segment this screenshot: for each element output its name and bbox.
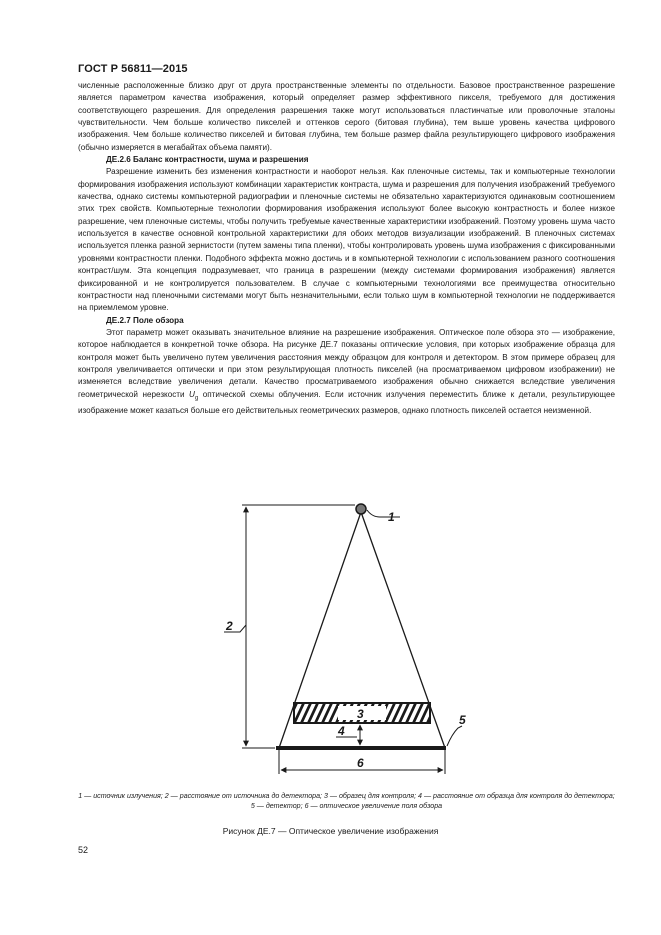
label-4: 4 xyxy=(338,724,345,738)
label-1: 1 xyxy=(388,510,395,524)
legend-item: 3 — образец для контроля; xyxy=(324,792,417,800)
figure-legend xyxy=(78,791,615,811)
leader-line-1 xyxy=(367,510,400,517)
legend-item: 2 — расстояние от источника до детектора; xyxy=(164,792,323,800)
legend-item: 5 — детектор; xyxy=(250,802,303,810)
paragraph-resolution: численные расположенные близко друг от друга пространственные элементы по отдельности. Базовое пространственное разрешение является параметром качества изображения, который определяет размер эффективного пикселя, требуемого для достижения соответствующего разрешения. Для определения разрешения также могут использоваться пластинчатые или проволочные эталоны чувствительности. Чем больше количество пикселей и оттенков серого (битовая глубина), тем выше уровень качества цифрового изображения. Чем больше количество пикселей и битовая глубина, тем больше размер файла результирующего цифрового изображения (обычно измеряется в мегабайтах объема памяти). xyxy=(78,81,615,152)
label-6: 6 xyxy=(357,756,364,770)
leader-line-5 xyxy=(447,726,462,746)
paragraph-fov-part-1: Этот параметр может оказывать значительное влияние на разрешение изображения. Оптическое поле обзора это — изображение, которое наблюдается в конкретной точке обзора. На рисунке ДЕ.7 показаны оптические условия, при которых изображение образца для контроля может быть увеличено путем увеличения расстояния между образцом для контроля и детектором. В этом примере образец для контроля увеличивается оптически и при этом результирующая плотность пикселей (на просматриваемом цифровом изображении) не изменяется вследствие увеличения детали. Качество просматриваемого изображения обычно снижается вследствие увеличения геометрической нерезкости xyxy=(78,327,615,399)
document-header: ГОСТ Р 56811—2015 xyxy=(78,63,188,75)
page-number: 52 xyxy=(78,845,89,855)
legend-item: 6 — оптическое увеличение поля обзора xyxy=(304,802,443,810)
detector-plate xyxy=(276,746,446,750)
paragraph-balance: Разрешение изменить без изменения контрастности и наоборот нельзя. Как пленочные системы, так и компьютерные технологии формирования изображения используют комбинации характеристик контраста, шума и разрешения для получения изображений требуемого качества, однако системы компьютерной радиографии и пленочные системы не обязательно характеризуются одинаковым соотношением этих трех свойств. Компьютерные технологии формирования изображения используют более высокую контрастность и более низкое разрешение, чем пленочные системы, чтобы получить требуемые качественные характеристики изображений. Поэтому уровень шума часто используется в качестве основной контрольной характеристики для обоих методов визуализации изображений. В пленочных системах используется пленка разной зернистости (путем замены типа пленки), чтобы контролировать уровень шума изображения с фиксированными уровнями контрастности пленки. Подобного эффекта можно достичь и в компьютерной технологии с использованием разного соотношения контраст/шум. Эта концепция подразумевает, что граница в разрешении (между системами формирования изображения) является фиксированной и не контролируется пользователем. В случае с компьютерными технологиями все преимущества относительно контрастности над пленочными системами могут быть незначительными, если только шум в компьютерной технологии не поддерживается на приемлемом уровне. xyxy=(78,167,615,313)
variable-u: U xyxy=(189,389,195,399)
label-5: 5 xyxy=(459,713,466,727)
label-2: 2 xyxy=(226,619,233,633)
legend-item: 4 — расстояние от образца для контроля до детектора; xyxy=(418,792,615,800)
label-3: 3 xyxy=(357,707,364,721)
paragraph-fov-part-2: оптической схемы облучения. Если источник излучения переместить ближе к детали, результирующее изображение может казаться больше его действительных геометрических размеров, однако плотность пикселей остается неизменной. xyxy=(78,389,615,415)
subscript-g: g xyxy=(194,395,199,402)
legend-item: 1 — источник излучения; xyxy=(78,792,163,800)
figure-caption: Рисунок ДЕ.7 — Оптическое увеличение изображения xyxy=(222,826,439,836)
section-heading-de-2-7: ДЕ.2.7 Поле обзора xyxy=(106,315,184,325)
radiation-source-icon xyxy=(356,504,366,514)
section-heading-de-2-6: ДЕ.2.6 Баланс контрастности, шума и разрешения xyxy=(106,155,309,165)
